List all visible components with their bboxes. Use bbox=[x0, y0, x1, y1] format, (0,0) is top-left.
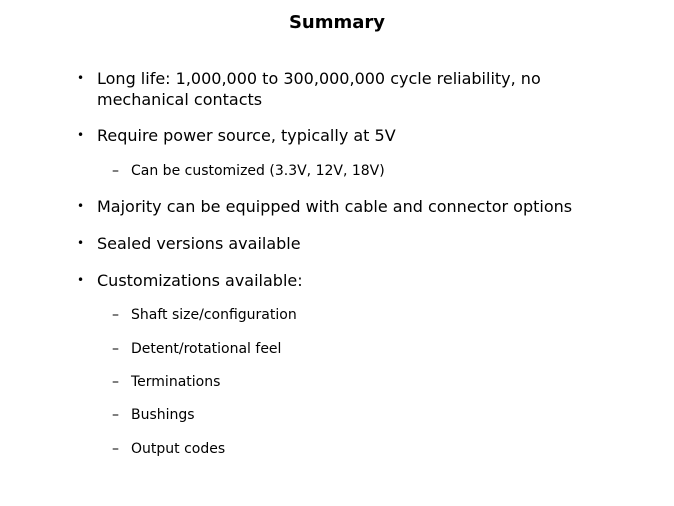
sub-marker: – bbox=[112, 441, 119, 457]
sub-marker: – bbox=[112, 407, 119, 423]
bullet-marker: • bbox=[77, 128, 85, 142]
sub-item-shaft-size bbox=[112, 306, 612, 325]
sub-item-bushings bbox=[112, 406, 612, 425]
bullet-item-long-life bbox=[77, 68, 637, 110]
slide-title: Summary bbox=[288, 12, 386, 33]
bullet-text: Sealed versions available bbox=[97, 234, 301, 253]
sub-item-terminations bbox=[112, 373, 612, 392]
bullet-text: Customizations available: bbox=[97, 271, 303, 290]
bullet-marker: • bbox=[77, 236, 85, 250]
bullet-marker: • bbox=[77, 199, 85, 213]
sub-marker: – bbox=[112, 307, 119, 323]
bullet-marker: • bbox=[77, 71, 85, 85]
sub-marker: – bbox=[112, 163, 119, 179]
bullet-text: Long life: 1,000,000 to 300,000,000 cycle reliability, no mechanical contacts bbox=[97, 69, 541, 109]
sub-item-detent bbox=[112, 340, 612, 359]
bullet-marker: • bbox=[77, 273, 85, 287]
sub-marker: – bbox=[112, 341, 119, 357]
sub-text: Can be customized (3.3V, 12V, 18V) bbox=[131, 163, 385, 179]
sub-text: Output codes bbox=[131, 441, 226, 457]
bullet-text: Require power source, typically at 5V bbox=[97, 126, 396, 145]
bullet-text: Majority can be equipped with cable and connector options bbox=[97, 197, 573, 216]
bullet-item-power-source bbox=[77, 125, 637, 146]
sub-text: Bushings bbox=[131, 407, 195, 423]
sub-item-output-codes bbox=[112, 440, 612, 459]
bullet-item-sealed-versions bbox=[77, 233, 637, 254]
sub-text: Terminations bbox=[131, 374, 221, 390]
bullet-item-customizations bbox=[77, 270, 637, 291]
bullet-item-cable-options bbox=[77, 196, 637, 217]
sub-item-customized-voltage bbox=[112, 162, 612, 181]
sub-marker: – bbox=[112, 374, 119, 390]
sub-text: Detent/rotational feel bbox=[131, 341, 282, 357]
sub-text: Shaft size/configuration bbox=[131, 307, 297, 323]
